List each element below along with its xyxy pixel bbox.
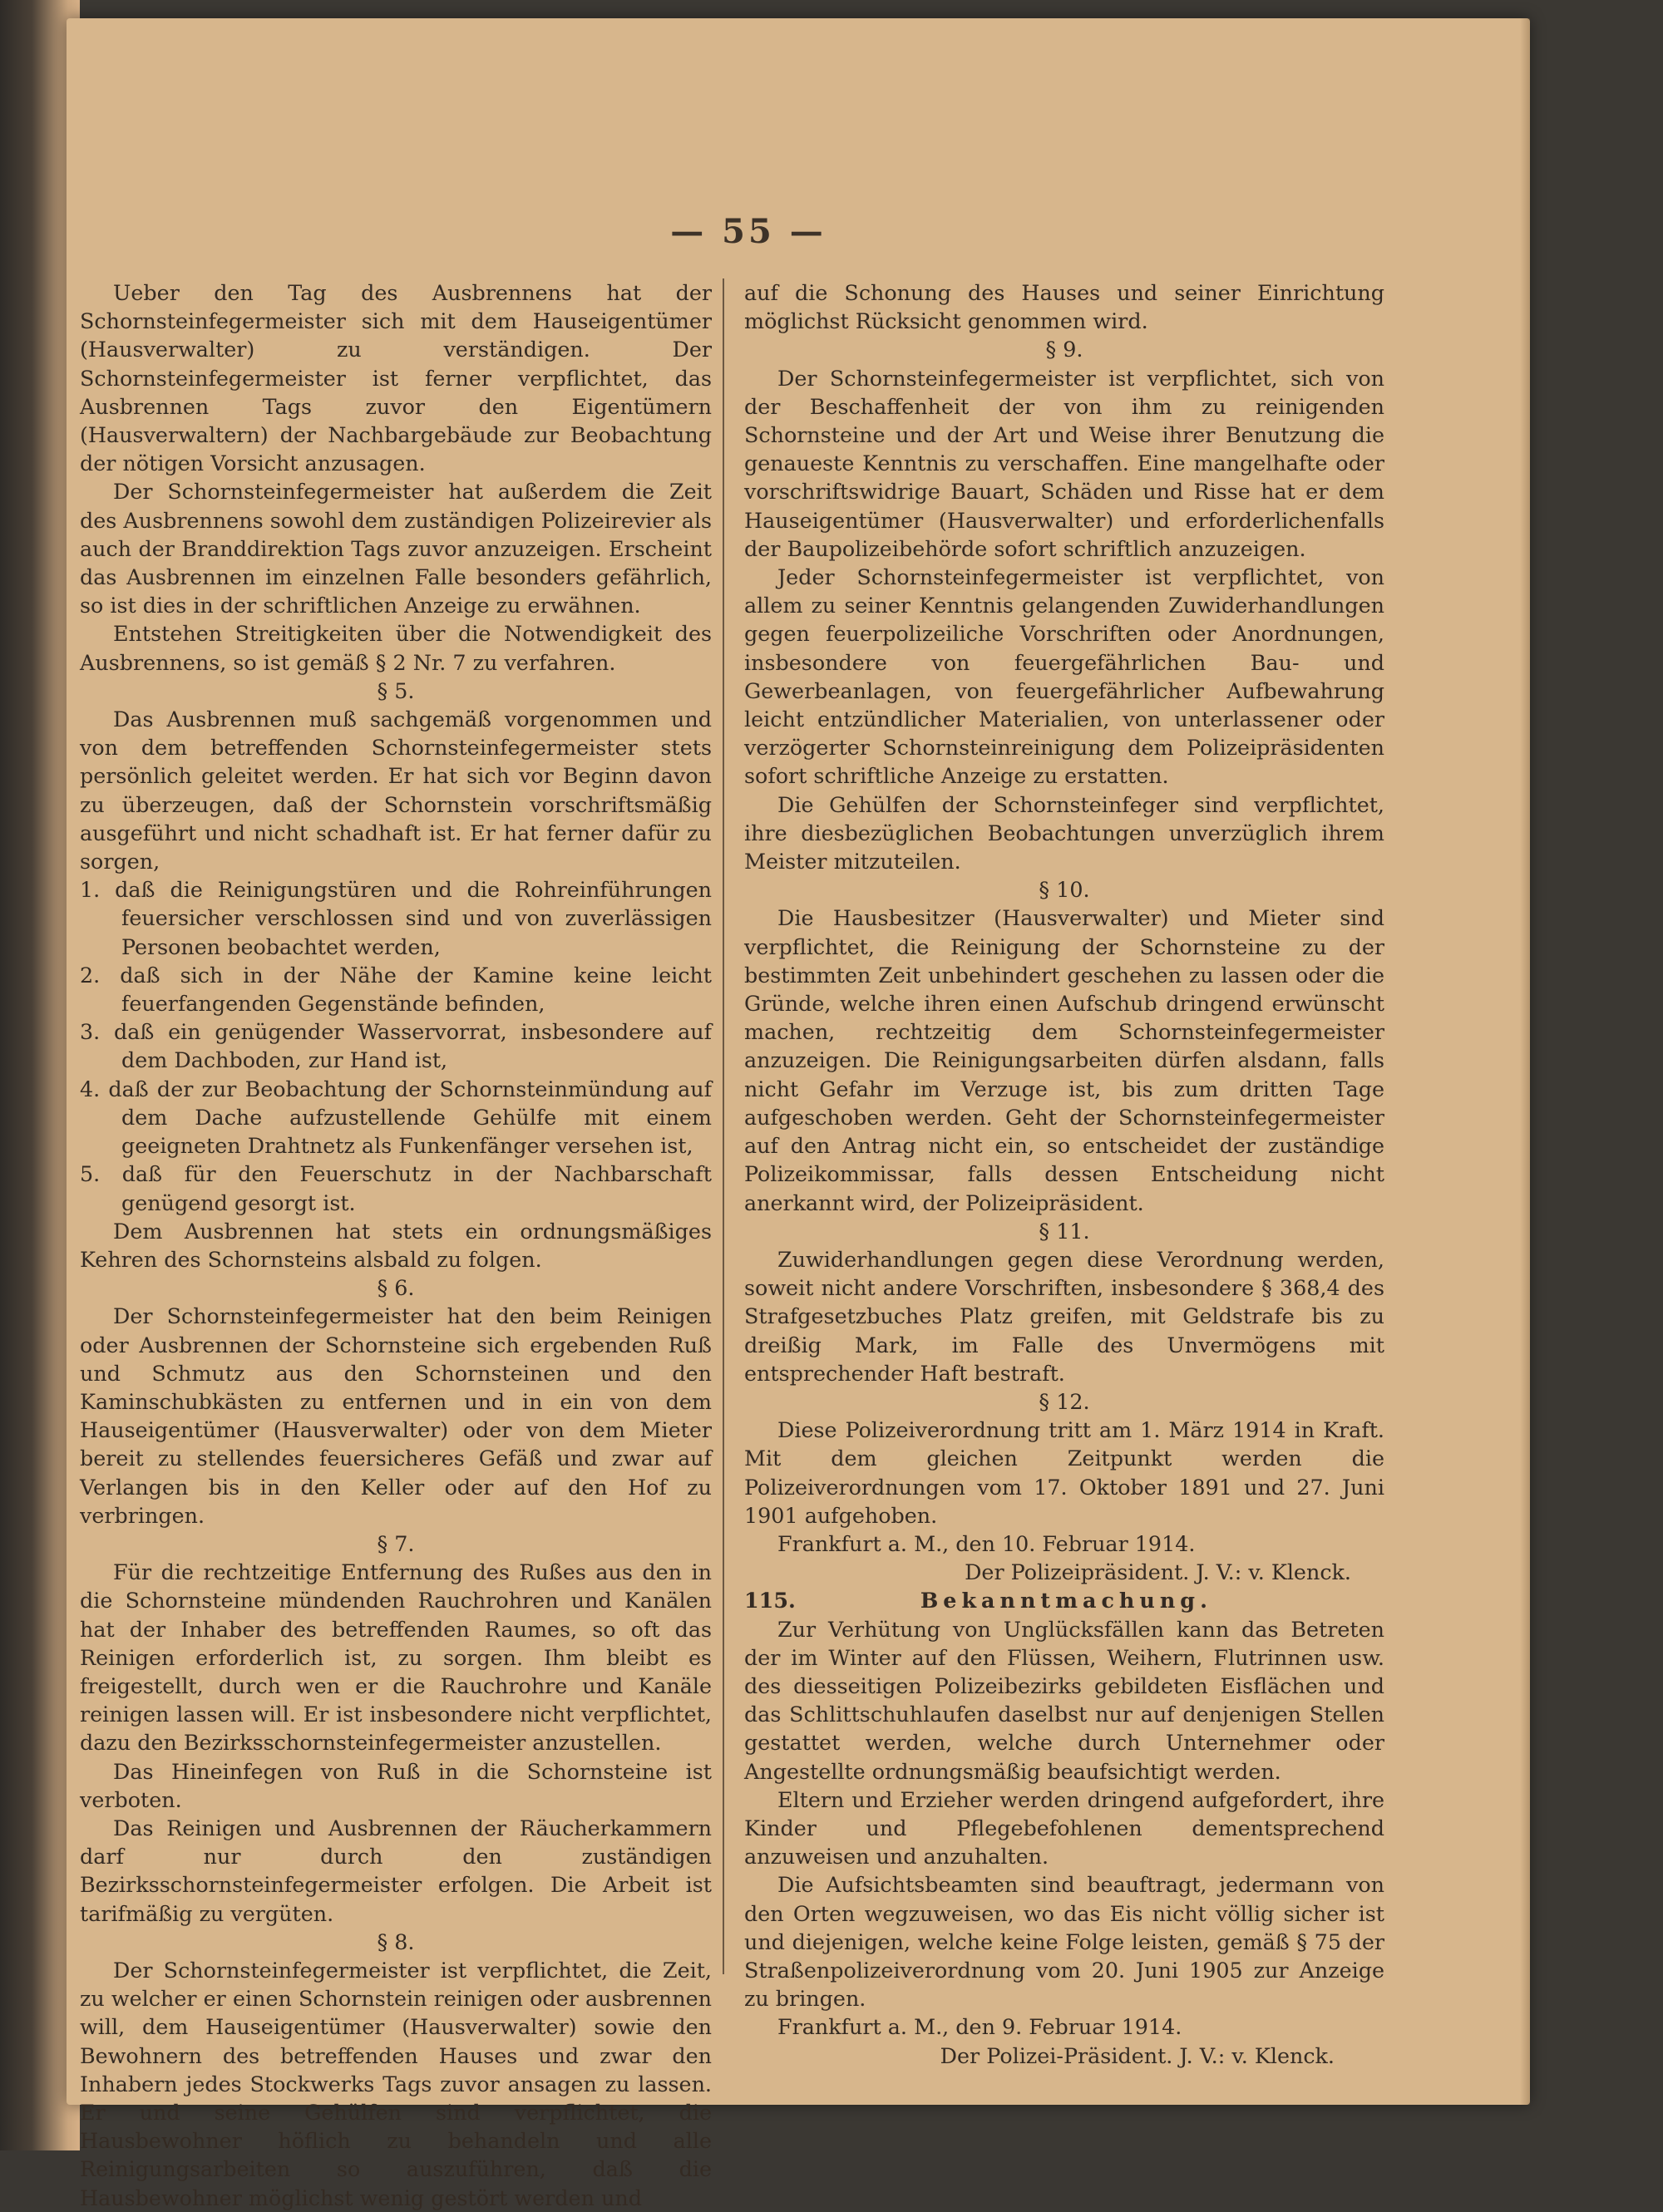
list-item: 5. daß für den Feuerschutz in der Nachbarschaft genügend gesorgt ist. — [80, 1161, 712, 1215]
signature-line: Der Polizei-Präsident. J. V.: v. Klenck. — [940, 2042, 1335, 2068]
announcement-number: 115. — [744, 1588, 796, 1613]
paragraph: Ueber den Tag des Ausbrennens hat der Schornsteinfegermeister sich mit dem Hauseigentümer (Hausverwalter) zu verständigen. Der Schornsteinfegermeister ist ferner verpflichtet, das Ausbrennen Tags zuvor den Eigentümern (Hausverwaltern) der Nachbargebäude zur Beobachtung der nötigen Vorsicht anzusagen. — [80, 280, 712, 476]
section-heading: § 9. — [1045, 337, 1083, 362]
paragraph: Das Hineinfegen von Ruß in die Schornsteine ist verboten. — [80, 1758, 712, 1812]
section-heading: § 11. — [1039, 1218, 1090, 1244]
section-heading: § 10. — [1039, 877, 1090, 903]
section-heading: § 6. — [377, 1275, 415, 1301]
paragraph: Entstehen Streitigkeiten über die Notwendigkeit des Ausbrennens, so ist gemäß § 2 Nr. 7 zu verfahren. — [80, 621, 712, 675]
paragraph: Der Schornsteinfegermeister ist verpflichtet, sich von der Beschaffenheit der von ihm zu reinigenden Schornsteine und der Art und Weise ihrer Benutzung die genaueste Kenntnis zu verschaffen. Eine mangelhafte oder vorschriftswidrige Bauart, Schäden und Risse hat er dem Hauseigentümer (Hausverwalter) und erforderlichenfalls der Baupolizeibehörde sofort schriftlich anzuzeigen. — [744, 365, 1384, 561]
section-heading: § 7. — [377, 1530, 415, 1556]
page-number: — 55 — — [670, 212, 827, 251]
list-item: 4. daß der zur Beobachtung der Schornsteinmündung auf dem Dache aufzustellende Gehülfe mit einem geeigneten Drahtnetz als Funkenfänger versehen ist, — [80, 1076, 712, 1159]
dateline: Frankfurt a. M., den 9. Februar 1914. — [777, 2014, 1182, 2040]
paragraph: Jeder Schornsteinfegermeister ist verpflichtet, von allem zu seiner Kenntnis gelangenden Zuwiderhandlungen gegen feuerpolizeiliche Vorschriften oder Anordnungen, insbesondere von feuergefährlichen Bau- und Gewerbeanlagen, von feuergefährlicher Aufbewahrung leicht entzündlicher Materialien, von unterlassener oder verzögerter Schornsteinreinigung dem Polizeipräsidenten sofort schriftliche Anzeige zu erstatten. — [744, 564, 1384, 789]
list-item: 2. daß sich in der Nähe der Kamine keine leicht feuerfangenden Gegenstände befinden, — [80, 962, 712, 1017]
signature-line: Der Polizeipräsident. J. V.: v. Klenck. — [965, 1559, 1351, 1585]
paragraph: Das Ausbrennen muß sachgemäß vorgenommen und von dem betreffenden Schornsteinfegermeister stets persönlich geleitet werden. Er hat sich vor Beginn davon zu überzeugen, daß der Schornstein vorschriftsmäßig ausgeführt und nicht schadhaft ist. Er hat ferner dafür zu sorgen, — [80, 707, 712, 874]
announcement-title: Bekanntmachung. — [920, 1588, 1212, 1613]
right-column — [744, 278, 1384, 2070]
paragraph: Dem Ausbrennen hat stets ein ordnungsmäßiges Kehren des Schornsteins alsbald zu folgen. — [80, 1218, 712, 1272]
page-edge-shadow — [1520, 18, 1530, 2105]
left-column — [80, 278, 712, 2212]
paragraph: Die Gehülfen der Schornsteinfeger sind verpflichtet, ihre diesbezüglichen Beobachtungen unverzüglich ihrem Meister mitzuteilen. — [744, 791, 1384, 874]
paragraph: Der Schornsteinfegermeister hat außerdem die Zeit des Ausbrennens sowohl dem zuständigen Polizeirevier als auch der Branddirektion Tags zuvor anzuzeigen. Erscheint das Ausbrennen im einzelnen Falle besonders gefährlich, so ist dies in der schriftlichen Anzeige zu erwähnen. — [80, 479, 712, 618]
paragraph: Für die rechtzeitige Entfernung des Rußes aus den in die Schornsteine mündenden Rauchrohren und Kanälen hat der Inhaber des betreffenden Raumes, so oft das Reinigen erforderlich ist, zu sorgen. Ihm bleibt es freigestellt, durch wen er die Rauchrohre und Kanäle reinigen lassen will. Er ist insbesondere nicht verpflichtet, dazu den Bezirksschornsteinfegermeister anzustellen. — [80, 1559, 712, 1756]
column-divider — [723, 278, 724, 1974]
list-item: 3. daß ein genügender Wasservorrat, insbesondere auf dem Dachboden, zur Hand ist, — [80, 1019, 712, 1073]
paragraph: Zur Verhütung von Unglücksfällen kann das Betreten der im Winter auf den Flüssen, Weihern, Flutrinnen usw. des diesseitigen Polizeibezirks gebildeten Eisflächen und das Schlittschuhlaufen daselbst nur auf denjenigen Stellen gestattet werden, welche durch Unternehmer oder Angestellte ordnungsmäßig beaufsichtigt werden. — [744, 1616, 1384, 1784]
paragraph: Der Schornsteinfegermeister hat den beim Reinigen oder Ausbrennen der Schornsteine sich ergebenden Ruß und Schmutz aus den Schornsteinen und den Kaminschubkästen zu entfernen und in ein von dem Hauseigentümer (Hausverwalter) oder von dem Mieter bereit zu stellendes feuersicheres Gefäß und zwar auf Verlangen bis in den Keller oder auf den Hof zu verbringen. — [80, 1303, 712, 1528]
section-heading: § 12. — [1039, 1388, 1090, 1414]
paragraph: Diese Polizeiverordnung tritt am 1. März 1914 in Kraft. Mit dem gleichen Zeitpunkt werden die Polizeiverordnungen vom 17. Oktober 1891 und 27. Juni 1901 aufgehoben. — [744, 1417, 1384, 1528]
section-heading: § 5. — [377, 677, 415, 703]
paragraph: Die Aufsichtsbeamten sind beauftragt, jedermann von den Orten wegzuweisen, wo das Eis nicht völlig sicher ist und diejenigen, welche keine Folge leisten, gemäß § 75 der Straßenpolizeiverordnung vom 20. Juni 1905 zur Anzeige zu bringen. — [744, 1872, 1384, 2012]
announcement-heading — [744, 1586, 1384, 1614]
list-item: 1. daß die Reinigungstüren und die Rohreinführungen feuersicher verschlossen sind und von zuverlässigen Personen beobachtet werden, — [80, 877, 712, 959]
paragraph: auf die Schonung des Hauses und seiner Einrichtung möglichst Rücksicht genommen wird. — [744, 280, 1384, 334]
section-heading: § 8. — [377, 1929, 415, 1954]
paragraph: Das Reinigen und Ausbrennen der Räucherkammern darf nur durch den zuständigen Bezirksschornsteinfegermeister erfolgen. Die Arbeit ist tarifmäßig zu vergüten. — [80, 1815, 712, 1926]
dateline: Frankfurt a. M., den 10. Februar 1914. — [777, 1530, 1196, 1556]
paragraph: Der Schornsteinfegermeister ist verpflichtet, die Zeit, zu welcher er einen Schornstein reinigen oder ausbrennen will, dem Hauseigentümer (Hausverwalter) sowie den Bewohnern des betreffenden Hauses und zwar den Inhabern jedes Stockwerks Tags zuvor ansagen zu lassen. Er und seine Gehülfen sind verpflichtet, die Hausbewohner höflich zu behandeln und alle Reinigungsarbeiten so auszuführen, daß die Hausbewohner möglichst wenig gestört werden und — [80, 1957, 712, 2210]
paragraph: Zuwiderhandlungen gegen diese Verordnung werden, soweit nicht andere Vorschriften, insbesondere § 368,4 des Strafgesetzbuches Platz greifen, mit Geldstrafe bis zu dreißig Mark, im Falle des Unvermögens mit entsprechender Haft bestraft. — [744, 1246, 1384, 1386]
paragraph: Die Hausbesitzer (Hausverwalter) und Mieter sind verpflichtet, die Reinigung der Schornsteine zu der bestimmten Zeit unbehindert geschehen zu lassen oder die Gründe, welche ihren einen Aufschub dringend erwünscht machen, rechtzeitig dem Schornsteinfegermeister anzuzeigen. Die Reinigungsarbeiten dürfen alsdann, falls nicht Gefahr im Verzuge ist, bis zum dritten Tage aufgeschoben werden. Geht der Schornsteinfegermeister auf den Antrag nicht ein, so entscheidet der zuständige Polizeikommissar, falls dessen Entscheidung nicht anerkannt wird, der Polizeipräsident. — [744, 905, 1384, 1215]
paragraph: Eltern und Erzieher werden dringend aufgefordert, ihre Kinder und Pflegebefohlenen dementsprechend anzuweisen und anzuhalten. — [744, 1786, 1384, 1870]
